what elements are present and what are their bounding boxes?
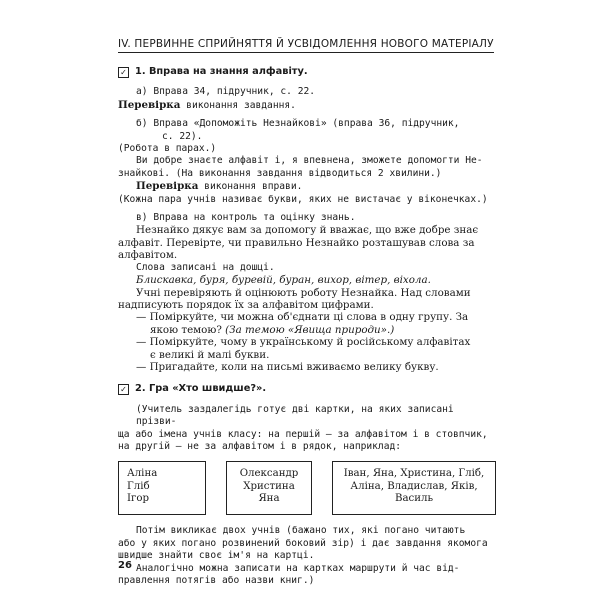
card-alphabetical-column: [118, 461, 206, 515]
think-1-line-1: — Поміркуйте, чи можна об'єднати ці слова в одну групу. За: [136, 311, 469, 324]
name-cards: [118, 461, 496, 515]
card-2-name: Олександр: [239, 468, 299, 480]
board-note: Слова записані на дошці.: [136, 261, 275, 273]
task-b-line-1: б) Вправа «Допоможіть Незнайкові» (вправа 36, підручник,: [136, 118, 460, 130]
exercise-1-title: [118, 66, 496, 78]
section-header: IV. ПЕРВИННЕ СПРИЙНЯТТЯ Й УСВІДОМЛЕННЯ НОВОГО МАТЕРІАЛУ: [118, 38, 494, 53]
then-line-1: Потім викликає двох учнів (бажано тих, які погано читають: [136, 525, 466, 537]
check-1-bold: Перевірка: [118, 98, 181, 111]
page-number: 26: [118, 560, 132, 571]
think-2-line-1: — Поміркуйте, чому в українському й російському алфавітах: [136, 336, 471, 349]
teacher-line-3: на другій — не за алфавітом і в рядок, наприклад:: [118, 440, 402, 452]
exercise-2-title: [118, 383, 496, 395]
check-2: [118, 180, 496, 193]
page-content: [118, 62, 496, 587]
thanks-line-2: алфавіт. Перевірте, чи правильно Незнайко розташував слова за: [118, 236, 475, 249]
card-2-name: Христина: [243, 480, 295, 492]
card-1-name: Ігор: [127, 493, 150, 505]
exercise-2-title-text: 2. Гра «Хто швидше?».: [135, 383, 267, 395]
check-2-rest: виконання вправи.: [198, 181, 303, 193]
similar-line-1: Аналогічно можна записати на картках маршрути й час від-: [136, 562, 460, 574]
evaluate-line-1: Учні перевіряють й оцінюють роботу Незнайка. Над словами: [136, 286, 471, 299]
check-2-bold: Перевірка: [136, 180, 199, 193]
think-1-question: якою темою?: [150, 323, 226, 336]
task-a: а) Вправа 34, підручник, с. 22.: [136, 86, 316, 98]
check-1: [118, 99, 496, 112]
pairs-note: (Робота в парах.): [118, 143, 217, 155]
card-2-name: Яна: [258, 493, 280, 505]
check-1-rest: виконання завдання.: [180, 99, 296, 111]
thanks-line-3: алфавітом.: [118, 249, 178, 262]
card-3-line: Іван, Яна, Христина, Гліб,: [343, 468, 485, 480]
checkbox-icon: ✓: [118, 67, 129, 78]
card-3-line: Аліна, Владислав, Яків,: [350, 480, 478, 492]
checkbox-icon: ✓: [118, 384, 129, 395]
task-b-line-2: с. 22).: [162, 130, 203, 142]
thanks-line-1: Незнайко дякує вам за допомогу й вважає, що вже добре знає: [136, 224, 479, 237]
evaluate-line-2: надписують порядок їх за алфавітом цифрами.: [118, 298, 374, 311]
card-1-name: Гліб: [127, 480, 150, 492]
think-2-line-2: є великі й малі букви.: [150, 348, 270, 361]
teacher-line-2: ща або імена учнів класу: на першій — за алфавітом і в стовпчик,: [118, 428, 488, 440]
card-1-name: Аліна: [127, 468, 158, 480]
recall-line: — Пригадайте, коли на письмі вживаємо велику букву.: [136, 360, 439, 373]
card-unordered-row: [332, 461, 496, 515]
think-1-line-2: [118, 324, 496, 336]
card-alphabetical-column-2: [226, 461, 312, 515]
think-1-answer: (За темою «Явища природи».): [225, 323, 395, 336]
then-line-2: або у яких погано розвинений боковий зір) і дає завдання якомога: [118, 537, 488, 549]
then-line-3: швидше знайти своє ім'я на картці.: [118, 550, 315, 562]
card-3-line: Василь: [394, 493, 434, 505]
word-list: Блискавка, буря, буревій, буран, вихор, вітер, віхола.: [136, 274, 431, 287]
each-pair-note: (Кожна пара учнів називає букви, яких не вистачає у віконечках.): [118, 193, 488, 205]
teacher-line-1: (Учитель заздалегідь готує дві картки, на яких записані прізви-: [136, 403, 454, 428]
know-line-1: Ви добре знаєте алфавіт і, я впевнена, зможете допомогти Не-: [136, 155, 483, 167]
exercise-1-title-text: 1. Вправа на знання алфавіту.: [135, 66, 308, 77]
know-line-2: знайкові. (На виконання завдання відводиться 2 хвилини.): [118, 167, 442, 179]
similar-line-2: правлення потягів або назви книг.): [118, 575, 315, 586]
task-v: в) Вправа на контроль та оцінку знань.: [136, 212, 356, 224]
